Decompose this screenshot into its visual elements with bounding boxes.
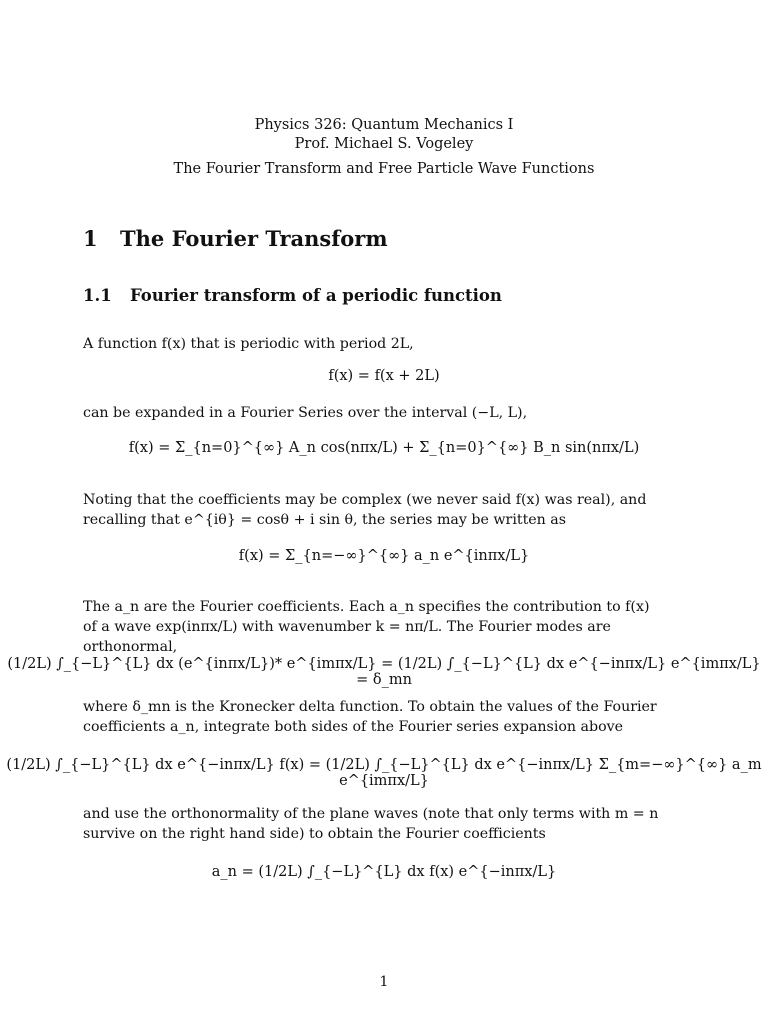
section-heading — [83, 226, 388, 251]
equation-fourier-series-real-text: f(x) = Σ_{n=0}^{∞} A_n cos(nπx/L) + Σ_{n=0}^{∞} B_n sin(nπx/L) — [128, 440, 640, 456]
equation-orthonormality-text: (1/2L) ∫_{−L}^{L} dx (e^{inπx/L})* e^{imπx/L} = (1/2L) ∫_{−L}^{L} dx e^{−inπx/L} e^{imπx/L} = δ_mn — [7, 656, 761, 688]
subsection-title: Fourier transform of a periodic function — [130, 286, 502, 305]
paragraph-3-text: Noting that the coefficients may be complex (we never said f(x) was real), and recalling that e^{iθ} = cosθ + i sin θ, the series may be written as — [83, 492, 647, 528]
paragraph-2 — [83, 403, 663, 423]
paragraph-2-text: can be expanded in a Fourier Series over the interval (−L, L), — [83, 405, 528, 421]
paragraph-5-text: where δ_mn is the Kronecker delta function. To obtain the values of the Fourier coefficients a_n, integrate both sides of the Fourier series expansion above — [83, 699, 657, 735]
paragraph-6 — [83, 804, 663, 844]
equation-periodicity: f(x) = f(x + 2L) — [328, 368, 440, 384]
equation-integrate-both-sides-text: (1/2L) ∫_{−L}^{L} dx e^{−inπx/L} f(x) = (1/2L) ∫_{−L}^{L} dx e^{−inπx/L} Σ_{m=−∞}^{∞} a_m e^{imπx/L} — [6, 757, 762, 789]
equation-orthonormality — [0, 656, 768, 688]
paragraph-1 — [83, 334, 663, 354]
paragraph-1-text: A function f(x) that is periodic with period 2L, — [83, 336, 414, 352]
paragraph-5 — [83, 697, 663, 737]
page-number: 1 — [379, 974, 389, 990]
subsection-number: 1.1 — [83, 286, 112, 305]
paragraph-6-text: and use the orthonormality of the plane waves (note that only terms with m = n survive on the right hand side) to obtain the Fourier coefficients — [83, 806, 659, 842]
paragraph-4-text: The a_n are the Fourier coefficients. Each a_n specifies the contribution to f(x) of a wave exp(inπx/L) with wavenumber k = nπ/L. The Fourier modes are orthonormal, — [83, 599, 650, 655]
section-title: The Fourier Transform — [120, 226, 388, 251]
equation-fourier-coefficients-text: a_n = (1/2L) ∫_{−L}^{L} dx f(x) e^{−inπx/L} — [211, 864, 557, 880]
equation-fourier-series-real — [0, 440, 768, 456]
course-title: Physics 326: Quantum Mechanics I — [254, 117, 514, 133]
paragraph-4 — [83, 597, 663, 657]
equation-integrate-both-sides — [0, 757, 768, 789]
subsection-heading — [83, 286, 502, 305]
paragraph-3 — [83, 490, 663, 530]
equation-fourier-series-complex-text: f(x) = Σ_{n=−∞}^{∞} a_n e^{inπx/L} — [238, 548, 530, 564]
section-number: 1 — [83, 226, 98, 251]
professor-name: Prof. Michael S. Vogeley — [294, 136, 474, 152]
equation-fourier-coefficients — [0, 864, 768, 880]
equation-fourier-series-complex — [0, 548, 768, 564]
document-subtitle: The Fourier Transform and Free Particle Wave Functions — [173, 161, 595, 177]
